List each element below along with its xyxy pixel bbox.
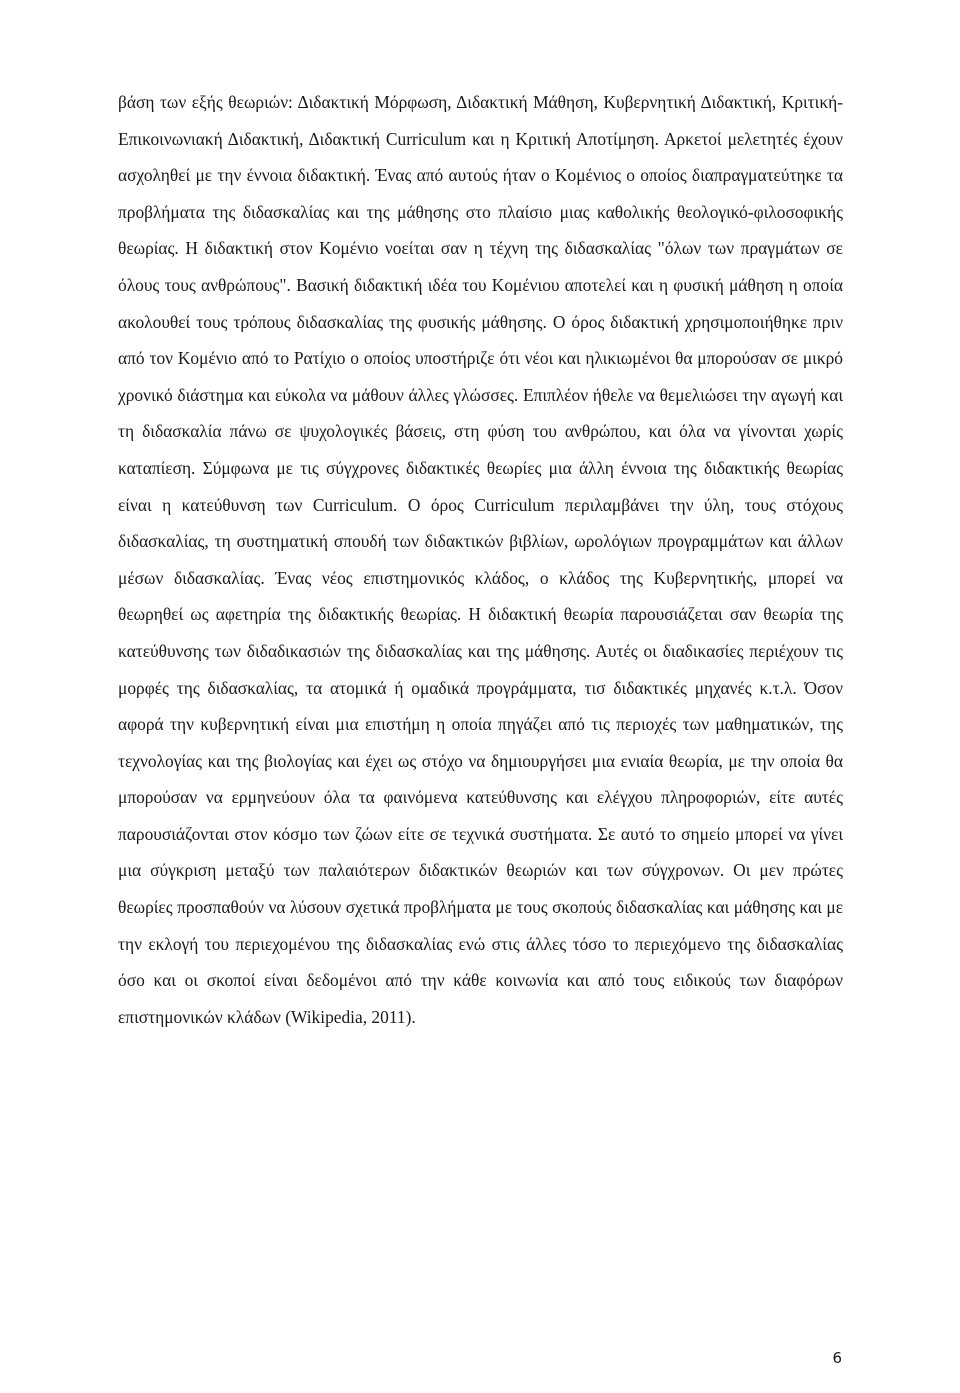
page-number: 6 xyxy=(832,1349,842,1367)
body-paragraph: βάση των εξής θεωριών: Διδακτική Μόρφωση, Διδακτική Μάθηση, Κυβερνητική Διδακτική, Κριτική- Επικοινωνιακή Διδακτική, Διδακτική Curriculum και η Κριτική Αποτίμηση. Αρκετοί μελετητές έχουν ασχοληθεί με την έννοια διδακτική. Ένας από αυτούς ήταν ο Κομένιος ο οποίος διαπραγματεύτηκε τα προβλήματα της διδασκαλίας και της μάθησης στο πλαίσιο μιας καθολικής θεολογικό-φιλοσοφικής θεωρίας. Η διδακτική στον Κομένιο νοείται σαν η τέχνη της διδασκαλίας "όλων των πραγμάτων σε όλους τους ανθρώπους". Βασική διδακτική ιδέα του Κομένιου αποτελεί και η φυσική μάθηση η οποία ακολουθεί τους τρόπους διδασκαλίας της φυσικής μάθησης. Ο όρος διδακτική χρησιμοποιήθηκε πριν από τον Κομένιο από το Ρατίχιο ο οποίος υποστήριζε ότι νέοι και ηλικιωμένοι θα μπορούσαν σε μικρό χρονικό διάστημα και εύκολα να μάθουν άλλες γλώσσες. Επιπλέον ήθελε να θεμελιώσει την αγωγή και τη διδασκαλία πάνω σε ψυχολογικές βάσεις, στη φύση του ανθρώπου, και όλα να γίνονται χωρίς καταπίεση. Σύμφωνα με τις σύγχρονες διδακτικές θεωρίες μια άλλη έννοια της διδακτικής θεωρίας είναι η κατεύθυνση των Curriculum. Ο όρος Curriculum περιλαμβάνει την ύλη, τους στόχους διδασκαλίας, τη συστηματική σπουδή των διδακτικών βιβλίων, ωρολόγιων προγραμμάτων και άλλων μέσων διδασκαλίας. Ένας νέος επιστημονικός κλάδος, ο κλάδος της Κυβερνητικής, μπορεί να θεωρηθεί ως αφετηρία της διδακτικής θεωρίας. Η διδακτική θεωρία παρουσιάζεται σαν θεωρία της κατεύθυνσης των διδαδικασιών της διδασκαλίας και της μάθησης. Αυτές οι διαδικασίες περιέχουν τις μορφές της διδασκαλίας, τα ατομικά ή ομαδικά προγράμματα, τισ διδακτικές μηχανές κ.τ.λ. Όσον αφορά την κυβερνητική είναι μια επιστήμη η οποία πηγάζει από τις περιοχές των μαθηματικών, της τεχνολογίας και της βιολογίας και έχει ως στόχο να δημιουργήσει μια ενιαία θεωρία, με την οποία θα μπορούσαν να ερμηνεύουν όλα τα φαινόμενα κατεύθυνσης και ελέγχου πληροφοριών, είτε αυτές παρουσιάζονται στον κόσμο των ζώων είτε σε τεχνικά συστήματα. Σε αυτό το σημείο μπορεί να γίνει μια σύγκριση μεταξύ των παλαιότερων διδακτικών θεωριών και των σύγχρονων. Οι μεν πρώτες θεωρίες προσπαθούν να λύσουν σχετικά προβλήματα με τους σκοπούς διδασκαλίας και μάθησης και με την εκλογή του περιεχομένου της διδασκαλίας ενώ στις άλλες τόσο το περιεχόμενο της διδασκαλίας όσο και οι σκοποί είναι δεδομένοι από την κάθε κοινωνία και από τους ειδικούς των διαφόρων επιστημονικών κλάδων (Wikipedia, 2011). xyxy=(118,92,843,1027)
